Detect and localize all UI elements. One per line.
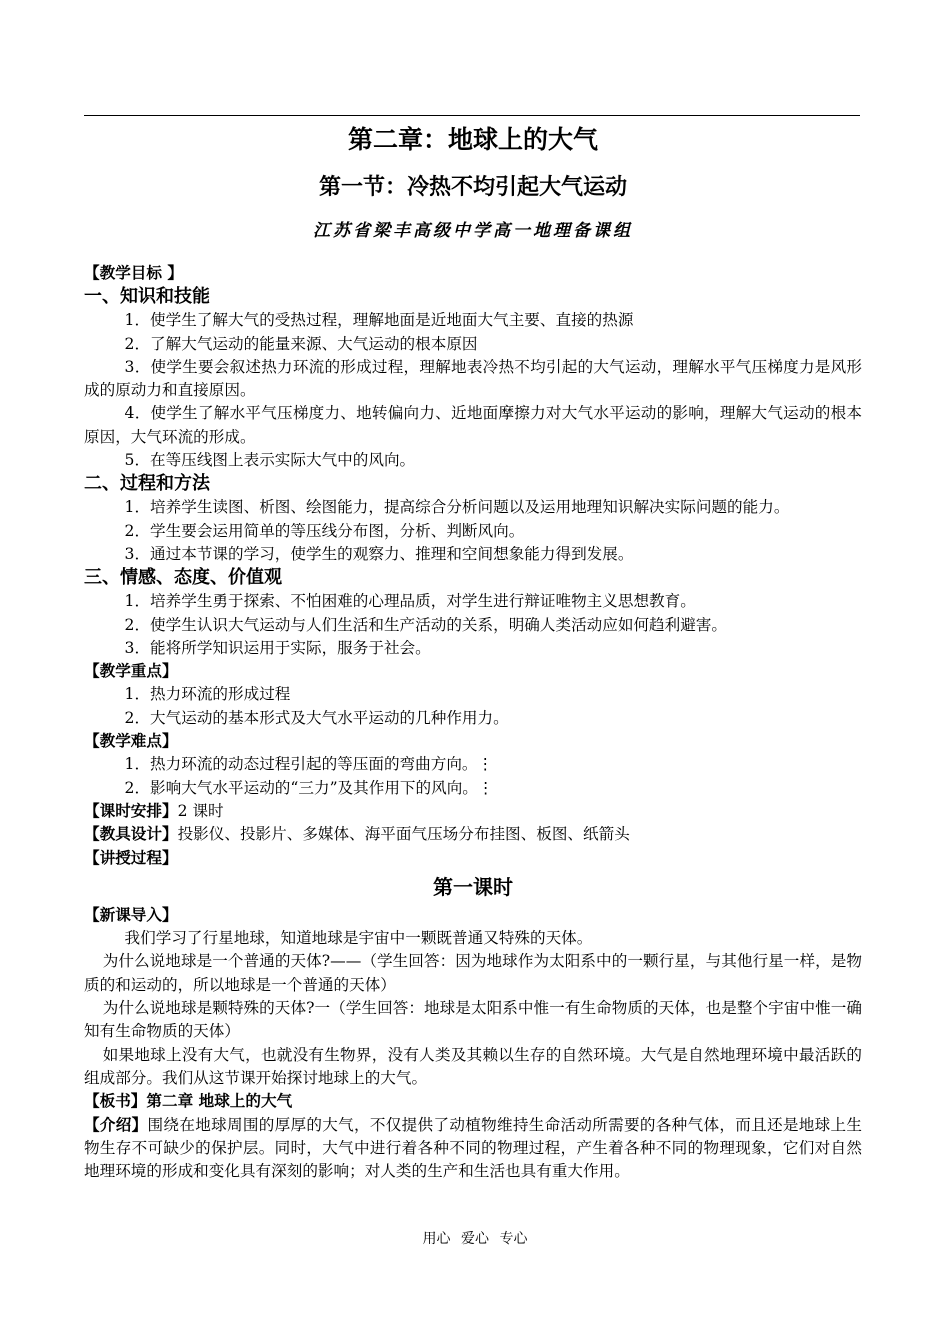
equipment-label: 【教具设计】 [84, 825, 178, 844]
process-steps-heading: 【讲授过程】 [84, 848, 178, 867]
paragraph: 为什么说地球是颗特殊的天体?一（学生回答：地球是太阳系中惟一有生命物质的天体，也是整个宇宙中惟一确知有生命物质的天体） [84, 999, 862, 1041]
knowledge-heading: 一、知识和技能 [84, 286, 210, 308]
objectives-heading: 【教学目标 】 [84, 264, 183, 282]
list-item: 1．使学生了解大气的受热过程，理解地面是近地面大气主要、直接的热源 [124, 311, 634, 330]
list-item: 3．能将所学知识运用于实际，服务于社会。 [124, 638, 431, 657]
lesson-title: 第一课时 [433, 874, 513, 899]
page-footer: 用心 爱心 专心 [422, 1231, 528, 1247]
intro-paragraph [84, 1114, 862, 1184]
document-body [84, 262, 862, 1183]
list-item: 3．通过本节课的学习，使学生的观察力、推理和空间想象能力得到发展。 [124, 544, 634, 563]
list-item: 1．培养学生读图、析图、绘图能力，提高综合分析问题以及运用地理知识解决实际问题的能力。 [124, 498, 790, 517]
board-line [84, 1090, 862, 1113]
paragraph: 如果地球上没有大气，也就没有生物界，没有人类及其赖以生存的自然环境。大气是自然地理环境中最活跃的组成部分。我们从这节课开始探讨地球上的大气。 [84, 1045, 862, 1087]
chapter-title: 第二章：地球上的大气 [347, 125, 598, 154]
values-heading: 三、情感、态度、价值观 [84, 567, 282, 589]
difficulties-heading: 【教学难点】 [84, 732, 178, 751]
list-item: 2．大气运动的基本形式及大气水平运动的几种作用力。 [124, 708, 509, 727]
board-value: 第二章 地球上的大气 [146, 1092, 293, 1111]
schedule-line [84, 800, 862, 823]
key-points-heading: 【教学重点】 [84, 662, 178, 681]
header-rule [84, 115, 860, 116]
schedule-value: 2 课时 [177, 801, 224, 820]
process-heading: 二、过程和方法 [84, 473, 210, 495]
list-item: 2．影响大气水平运动的“三力”及其作用下的风向。⋮ [124, 778, 494, 797]
list-item: 1．培养学生勇于探索、不怕困难的心理品质，对学生进行辩证唯物主义思想教育。 [124, 592, 696, 611]
equipment-value: 投影仪、投影片、多媒体、海平面气压场分布挂图、板图、纸箭头 [177, 825, 630, 844]
intro-value: 围绕在地球周围的厚厚的大气，不仅提供了动植物维持生命活动所需要的各种气体，而且还是地球上生物生存不可缺少的保护层。同时，大气中进行着各种不同的物理过程，产生着各种不同的物理现象，它们对自然地理环境的形成和变化具有深刻的影响；对人类的生产和生活也具有重大作用。 [84, 1115, 862, 1181]
paragraph: 我们学习了行星地球，知道地球是宇宙中一颗既普通又特殊的天体。 [124, 929, 593, 948]
equipment-line [84, 823, 862, 846]
list-item: 2．使学生认识大气运动与人们生活和生产活动的关系，明确人类活动应如何趋利避害。 [124, 615, 728, 634]
paragraph: 为什么说地球是一个普通的天体?——（学生回答：因为地球作为太阳系中的一颗行星，与其他行星一样，是物质的和运动的，所以地球是一个普通的天体） [84, 952, 862, 994]
intro-heading: 【新课导入】 [84, 905, 178, 924]
author-group: 江苏省梁丰高级中学高一地理备课组 [313, 221, 633, 241]
schedule-label: 【课时安排】 [84, 801, 178, 820]
section-title: 第一节：冷热不均引起大气运动 [318, 175, 627, 200]
list-item: 3．使学生要会叙述热力环流的形成过程，理解地表冷热不均引起的大气运动，理解水平气压梯度力是风形成的原动力和直接原因。 [84, 357, 862, 400]
list-item: 1．热力环流的动态过程引起的等压面的弯曲方向。⋮ [124, 755, 494, 774]
list-item: 1．热力环流的形成过程 [124, 685, 291, 704]
board-label: 【板书】 [84, 1092, 147, 1111]
list-item: 2．学生要会运用简单的等压线分布图，分析、判断风向。 [124, 521, 525, 540]
list-item: 5．在等压线图上表示实际大气中的风向。 [124, 451, 416, 470]
list-item: 4．使学生了解水平气压梯度力、地转偏向力、近地面摩擦力对大气水平运动的影响，理解大气运动的根本原因，大气环流的形成。 [84, 404, 862, 446]
list-item: 2．了解大气运动的能量来源、大气运动的根本原因 [124, 334, 478, 353]
intro-label: 【介绍】 [84, 1115, 148, 1134]
